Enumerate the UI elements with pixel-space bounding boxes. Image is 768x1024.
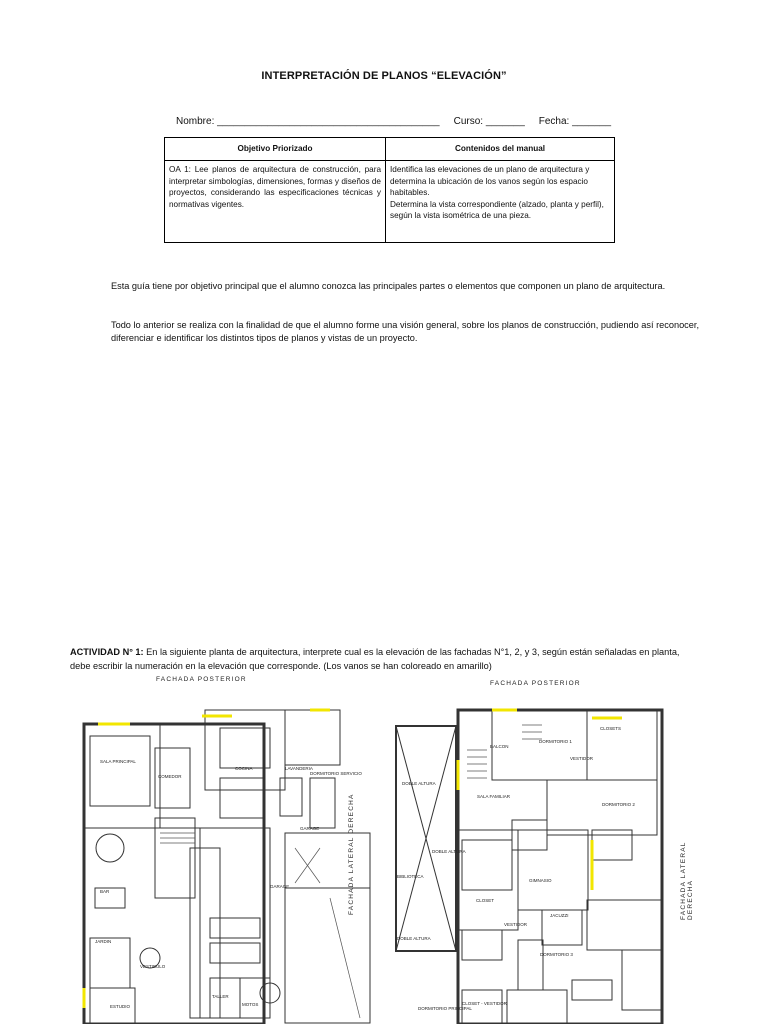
objective-cell: OA 1: Lee planos de arquitectura de construcción, para interpretar simbologías, dimensiones, formas y diseños de proyectos, considerando las especificaciones técnicas y normativas vigentes. bbox=[165, 161, 386, 243]
right-room-8: DOBLE ALTURA bbox=[432, 849, 466, 854]
left-room-2: SALA PRINCIPAL bbox=[100, 759, 136, 764]
contents-text-2: Determina la vista correspondiente (alzado, planta y perfil), según la vista isométrica de una pieza. bbox=[390, 199, 604, 220]
right-room-14: DORMITORIO PRINCIPAL bbox=[418, 1006, 472, 1011]
left-room-1: LAVANDERIA bbox=[285, 766, 313, 771]
right-plan-top-label: FACHADA POSTERIOR bbox=[490, 680, 581, 687]
right-floor-plan bbox=[392, 690, 692, 1024]
activity-text: En la siguiente planta de arquitectura, interprete cual es la elevación de las fachadas N°1, 2, y 3, según están señaladas en planta, debe escribir la numeración en la elevación que corresponde. (Los vanos se han coloreado en amarillo) bbox=[70, 647, 680, 671]
fecha-field[interactable]: Fecha: _______ bbox=[538, 116, 612, 127]
left-room-0: COCINA bbox=[235, 766, 253, 771]
left-plan-top-label: FACHADA POSTERIOR bbox=[156, 676, 247, 683]
right-plan-side-label: FACHADA LATERAL DERECHA bbox=[680, 841, 694, 920]
left-room-6: GARAGE bbox=[270, 884, 290, 889]
left-room-5: GARAGE bbox=[300, 826, 320, 831]
right-room-1: BALCON bbox=[490, 744, 509, 749]
right-room-9: GIMNASIO bbox=[529, 878, 552, 883]
right-room-6: DORMITORIO 2 bbox=[602, 802, 635, 807]
right-room-0: DOBLE ALTURA bbox=[402, 781, 436, 786]
header-contenidos: Contenidos del manual bbox=[386, 138, 615, 161]
left-room-4: DORMITORIO SERVICIO bbox=[310, 771, 362, 776]
activity-label: ACTIVIDAD N° 1: bbox=[70, 647, 144, 657]
activity-instructions bbox=[70, 646, 690, 673]
contents-text-1: Identifica las elevaciones de un plano de arquitectura y determina la ubicación de los vanos según los espacio habitables. bbox=[390, 165, 590, 197]
right-room-7: BIBLIOTECA bbox=[397, 874, 424, 879]
header-objetivo: Objetivo Priorizado bbox=[165, 138, 386, 161]
right-room-4: VESTIDOR bbox=[570, 756, 594, 761]
page-title: INTERPRETACIÓN DE PLANOS “ELEVACIÓN” bbox=[261, 70, 507, 82]
right-room-13: DORMITORIO 3 bbox=[540, 952, 573, 957]
right-room-15: CLOSET - VESTIDOR bbox=[462, 1001, 507, 1006]
student-info-line bbox=[176, 116, 611, 127]
left-room-9: VESTIBULO bbox=[140, 964, 166, 969]
left-floor-plan bbox=[70, 688, 380, 1024]
left-room-7: BAR bbox=[100, 889, 110, 894]
right-room-5: SALA FAMILIAR bbox=[477, 794, 511, 799]
right-room-12: DOBLE ALTURA bbox=[397, 936, 431, 941]
left-room-10: ESTUDIO bbox=[110, 1004, 131, 1009]
left-plan-side-label: FACHADA LATERAL DERECHA bbox=[348, 793, 355, 915]
intro-paragraph: Esta guía tiene por objetivo principal que el alumno conozca las principales partes o elementos que componen un plano de arquitectura. bbox=[111, 281, 666, 291]
contents-cell bbox=[386, 161, 615, 243]
curso-field[interactable]: Curso: _______ bbox=[453, 116, 525, 127]
left-room-11: TALLER bbox=[212, 994, 229, 999]
objectives-table bbox=[164, 137, 615, 243]
right-room-10: CLOSET bbox=[476, 898, 495, 903]
left-room-3: COMEDOR bbox=[158, 774, 182, 779]
right-room-3: CLOSETS bbox=[600, 726, 622, 731]
left-room-12: MOTOS bbox=[242, 1002, 259, 1007]
right-room-16: JACUZZI bbox=[550, 913, 569, 918]
left-room-8: JARDIN bbox=[95, 939, 112, 944]
nombre-field[interactable]: Nombre: ________________________________________ bbox=[176, 116, 440, 127]
right-room-2: DORMITORIO 1 bbox=[539, 739, 572, 744]
purpose-paragraph: Todo lo anterior se realiza con la finalidad de que el alumno forme una visión general, sobre los planos de construcción, pudiendo así reconocer, diferenciar e identificar los distintos tipos de planos y vistas de un proyecto. bbox=[111, 320, 699, 343]
right-room-11: VESTIDOR bbox=[504, 922, 528, 927]
